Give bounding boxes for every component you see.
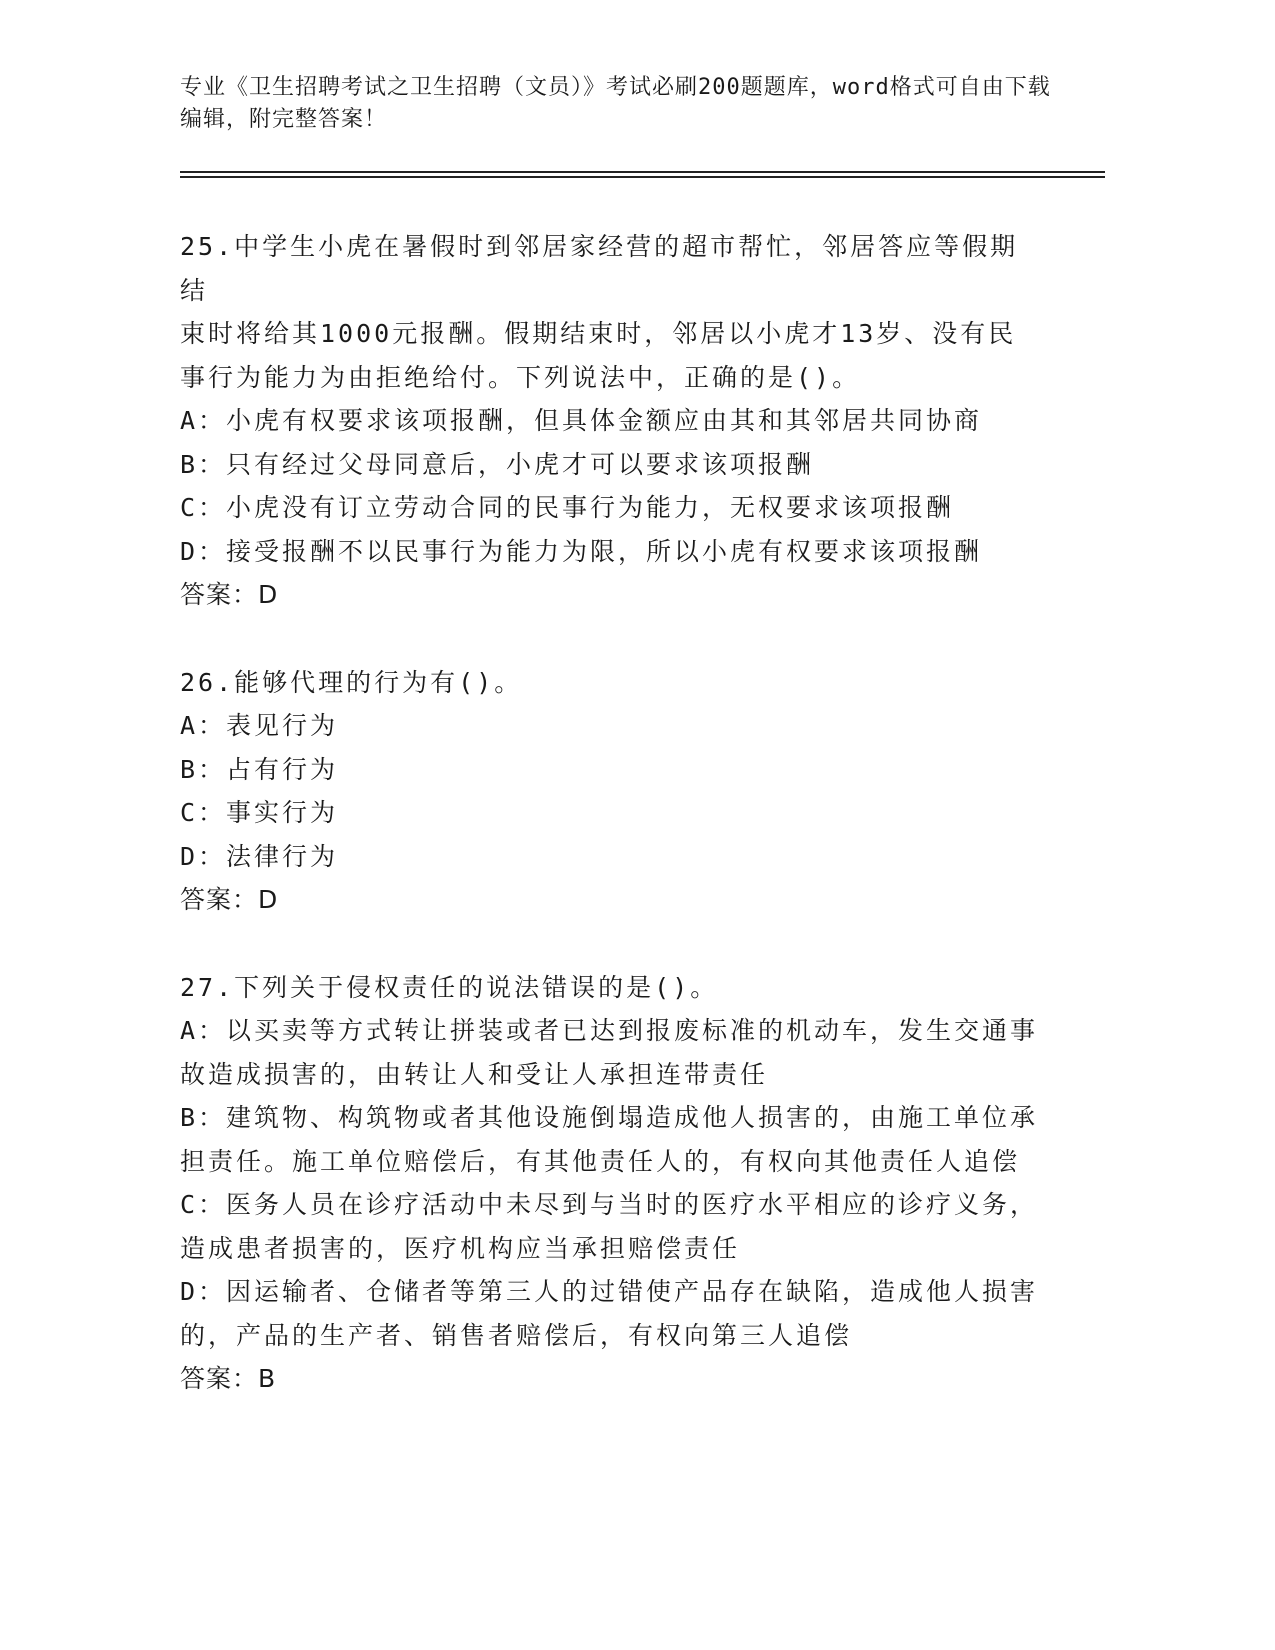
question-list [180, 225, 1040, 1445]
question-stem-line: 27.下列关于侵权责任的说法错误的是()。 [180, 972, 719, 1002]
header-divider-top [180, 171, 1105, 173]
option-b: B：占有行为 [180, 754, 339, 784]
option-d-continued: 的，产品的生产者、销售者赔偿后，有权向第三人追偿 [180, 1320, 853, 1350]
option-b-continued: 担责任。施工单位赔偿后，有其他责任人的，有权向其他责任人追偿 [180, 1146, 1021, 1176]
document-header: 专业《卫生招聘考试之卫生招聘（文员）》考试必刷200题题库，word格式可自由下载编辑，附完整答案！ [180, 75, 1051, 132]
option-c: C：小虎没有订立劳动合同的民事行为能力，无权要求该项报酬 [180, 493, 955, 522]
question-26 [180, 661, 1040, 922]
option-c: C：医务人员在诊疗活动中未尽到与当时的医疗水平相应的诊疗义务， [180, 1190, 1039, 1219]
option-d: D：接受报酬不以民事行为能力为限，所以小虎有权要求该项报酬 [180, 536, 983, 566]
option-a: A：小虎有权要求该项报酬，但具体金额应由其和其邻居共同协商 [180, 406, 983, 435]
option-a: A：表见行为 [180, 711, 339, 740]
option-c: C：事实行为 [180, 798, 339, 827]
option-b: B：建筑物、构筑物或者其他设施倒塌造成他人损害的，由施工单位承 [180, 1103, 1039, 1132]
option-a-continued: 故造成损害的，由转让人和受让人承担连带责任 [180, 1059, 769, 1089]
header-divider-bottom [180, 176, 1105, 178]
answer-label: 答案：D [180, 580, 279, 609]
question-stem-line: 束时将给其1000元报酬。假期结束时，邻居以小虎才13岁、没有民 [180, 319, 1017, 348]
question-27 [180, 966, 1040, 1401]
question-25 [180, 225, 1040, 617]
question-stem-line: 26.能够代理的行为有()。 [180, 667, 523, 697]
question-stem-line: 25.中学生小虎在暑假时到邻居家经营的超市帮忙，邻居答应等假期结 [180, 232, 1019, 305]
option-b: B：只有经过父母同意后，小虎才可以要求该项报酬 [180, 449, 815, 479]
answer-label: 答案：D [180, 885, 279, 914]
option-c-continued: 造成患者损害的，医疗机构应当承担赔偿责任 [180, 1233, 741, 1263]
answer-label: 答案：B [180, 1364, 277, 1393]
question-stem-line: 事行为能力为由拒绝给付。下列说法中，正确的是()。 [180, 362, 861, 392]
option-d: D：因运输者、仓储者等第三人的过错使产品存在缺陷，造成他人损害 [180, 1277, 1039, 1306]
option-a: A：以买卖等方式转让拼装或者已达到报废标准的机动车，发生交通事 [180, 1016, 1039, 1045]
option-d: D：法律行为 [180, 841, 339, 871]
